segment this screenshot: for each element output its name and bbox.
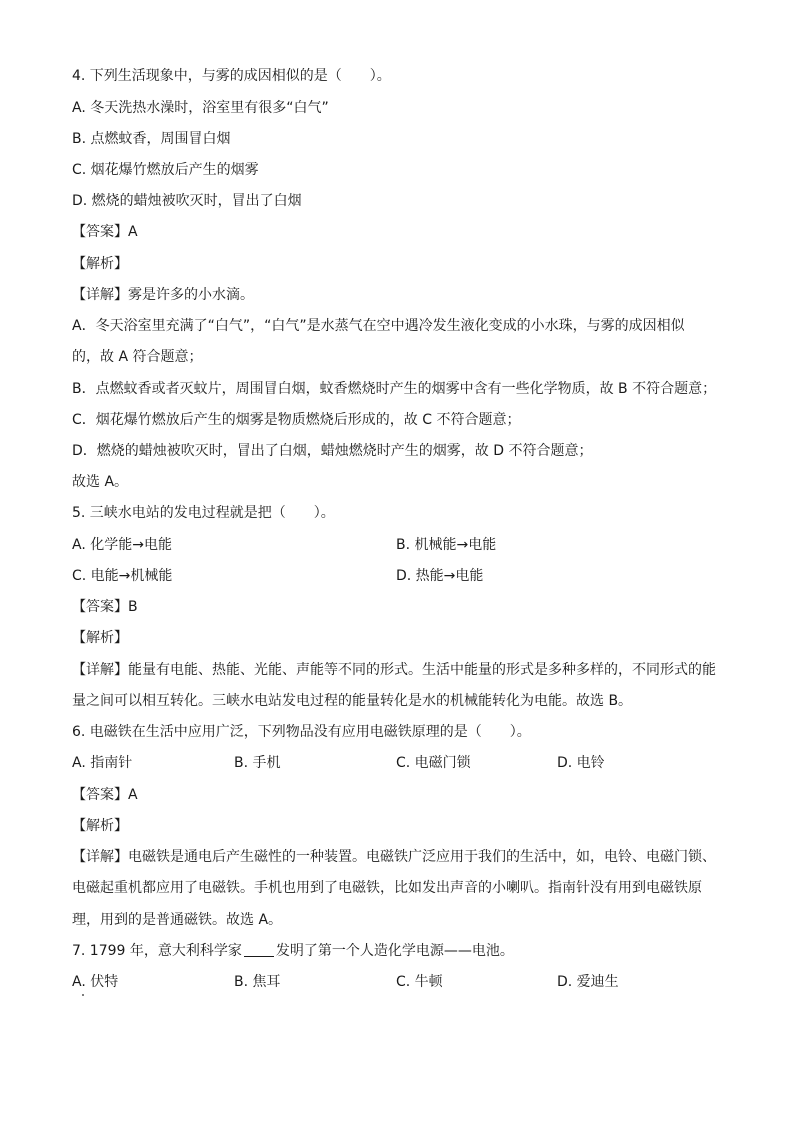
q5-detail-line: 量之间可以相互转化。三峡水电站发电过程的能量转化是水的机械能转化为电能。故选 B。 xyxy=(72,693,633,709)
q6-detail-line: 理，用到的是普通磁铁。故选 A。 xyxy=(72,912,283,928)
q4-detail-line: D．燃烧的蜡烛被吹灭时，冒出了白烟，蜡烛燃烧时产生的烟雾，故 D 不符合题意； xyxy=(72,443,593,459)
q5-option-b: B. 机械能→电能 xyxy=(396,537,497,553)
q6-detail-line: 【详解】电磁铁是通电后产生磁性的一种装置。电磁铁广泛应用于我们的生活中，如，电铃、电磁门锁、 xyxy=(72,849,716,865)
q6-stem: 6. 电磁铁在生活中应用广泛，下列物品没有应用电磁铁原理的是（ ）。 xyxy=(72,724,531,740)
q4-detail-line: 故选 A。 xyxy=(72,474,129,490)
q7-blank xyxy=(244,942,274,957)
q4-answer: 【答案】A xyxy=(72,224,138,240)
q5-option-a: A. 化学能→电能 xyxy=(72,537,172,553)
q7-stem-before: 7. 1799 年，意大利科学家 xyxy=(72,943,242,959)
q6-option-d: D. 电铃 xyxy=(557,755,605,771)
q5-stem: 5. 三峡水电站的发电过程就是把（ ）。 xyxy=(72,505,335,521)
q4-analysis-label: 【解析】 xyxy=(72,256,128,272)
q4-option-b: B. 点燃蚊香，周围冒白烟 xyxy=(72,131,231,147)
q6-option-c: C. 电磁门锁 xyxy=(396,755,471,771)
q5-answer: 【答案】B xyxy=(72,599,138,615)
q4-detail-line: 的，故 A 符合题意； xyxy=(72,349,203,365)
q7-stem-after: 发明了第一个人造化学电源——电池。 xyxy=(275,943,514,959)
q7-option-b: B. 焦耳 xyxy=(234,974,281,990)
q4-option-a: A. 冬天洗热水澡时，浴室里有很多“白气” xyxy=(72,100,329,116)
q6-answer: 【答案】A xyxy=(72,787,138,803)
q7-option-c: C. 牛顿 xyxy=(396,974,443,990)
q5-detail-line: 【详解】能量有电能、热能、光能、声能等不同的形式。生活中能量的形式是多种多样的，不同形式的能 xyxy=(72,662,716,678)
q5-analysis-label: 【解析】 xyxy=(72,630,128,646)
q6-detail-line: 电磁起重机都应用了电磁铁。手机也用到了电磁铁，比如发出声音的小喇叭。指南针没有用到电磁铁原 xyxy=(72,880,702,896)
q7-option-a: A. 伏特 xyxy=(72,974,119,990)
q4-option-c: C. 烟花爆竹燃放后产生的烟雾 xyxy=(72,162,259,178)
q4-detail-line: C．烟花爆竹燃放后产生的烟雾是物质燃烧后形成的，故 C 不符合题意； xyxy=(72,412,521,428)
q4-detail-line: A．冬天浴室里充满了“白气”，“白气”是水蒸气在空中遇冷发生液化变成的小水珠，与雾的成因相似 xyxy=(72,318,685,334)
q6-option-b: B. 手机 xyxy=(234,755,281,771)
q6-option-a: A. 指南针 xyxy=(72,755,133,771)
q4-stem: 4. 下列生活现象中，与雾的成因相似的是（ ）。 xyxy=(72,68,391,84)
q7-option-d: D. 爱迪生 xyxy=(557,974,619,990)
q4-option-d: D. 燃烧的蜡烛被吹灭时，冒出了白烟 xyxy=(72,193,302,209)
q7-stem xyxy=(72,941,514,961)
q5-option-c: C. 电能→机械能 xyxy=(72,568,173,584)
stray-mark xyxy=(82,994,84,996)
q4-detail-line: 【详解】雾是许多的小水滴。 xyxy=(72,287,254,303)
q6-analysis-label: 【解析】 xyxy=(72,818,128,834)
q5-option-d: D. 热能→电能 xyxy=(396,568,484,584)
q4-detail-line: B．点燃蚊香或者灭蚊片，周围冒白烟，蚊香燃烧时产生的烟雾中含有一些化学物质，故 B 不符合题意； xyxy=(72,381,717,397)
